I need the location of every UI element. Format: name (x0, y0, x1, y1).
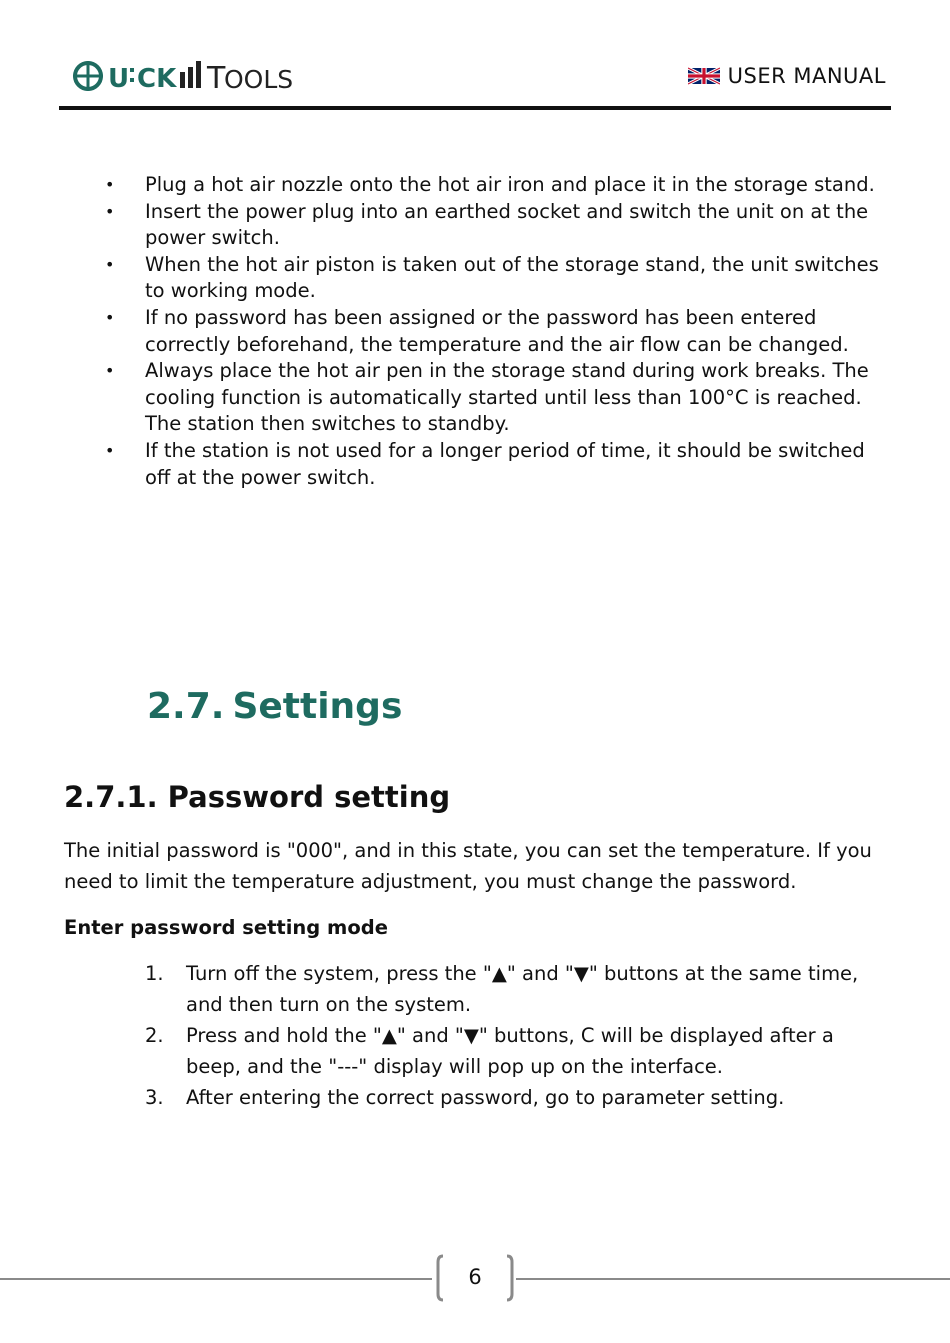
quick-tools-logo (70, 56, 310, 96)
footer-rule-left (0, 1278, 432, 1280)
right-bracket-icon (506, 1254, 516, 1302)
section-number: 2.7. (147, 686, 225, 727)
step-number: 3. (145, 1086, 164, 1109)
bullet-item: • If no password has been assigned or the password has been entered correctly beforehand, the temperature and the air flow can be changed. (145, 305, 890, 358)
header-rule (59, 106, 891, 110)
step-text: After entering the correct password, go to parameter setting. (186, 1086, 785, 1109)
uk-flag-icon (688, 67, 720, 85)
bullet-item: • When the hot air piston is taken out of the storage stand, the unit switches to working mode. (145, 252, 890, 305)
section-label: Settings (232, 686, 403, 727)
svg-text:OOLS: OOLS (224, 65, 294, 94)
header-title: USER MANUAL (727, 64, 886, 88)
step-item (145, 958, 891, 1020)
section-title (147, 686, 402, 727)
intro-paragraph: The initial password is "000", and in this state, you can set the temperature. If you need to limit the temperature adjustment, you must change the password. (64, 839, 872, 893)
bullet-item: • Plug a hot air nozzle onto the hot air iron and place it in the storage stand. (145, 172, 890, 199)
bullet-list (0, 172, 950, 491)
mode-heading: Enter password setting mode (64, 916, 388, 939)
left-bracket-icon (434, 1254, 444, 1302)
svg-text:U: U (108, 64, 130, 94)
step-text: Press and hold the "▲" and "▼" buttons, C will be displayed after a beep, and the "---" display will pop up on the interface. (186, 1024, 834, 1078)
header-right (688, 64, 886, 88)
footer-rule-right (516, 1278, 950, 1280)
step-number: 2. (145, 1024, 164, 1047)
step-text: Turn off the system, press the "▲" and "▼" buttons at the same time, and then turn on the system. (186, 962, 859, 1016)
step-number: 1. (145, 962, 164, 985)
page-number: 6 (468, 1265, 482, 1289)
steps-list (0, 958, 950, 1113)
svg-text:T: T (207, 61, 226, 96)
bullet-item: • Insert the power plug into an earthed socket and switch the unit on at the power switch. (145, 199, 890, 252)
bullet-item: • Always place the hot air pen in the storage stand during work breaks. The cooling function is automatically started until less than 100°C is reached. The station then switches to standby. (145, 358, 890, 438)
svg-text:CK: CK (137, 64, 177, 94)
step-item (145, 1082, 891, 1113)
subsection-title: 2.7.1. Password setting (64, 780, 451, 814)
bullet-item: • If the station is not used for a longer period of time, it should be switched off at the power switch. (145, 438, 890, 491)
step-item (145, 1020, 891, 1082)
